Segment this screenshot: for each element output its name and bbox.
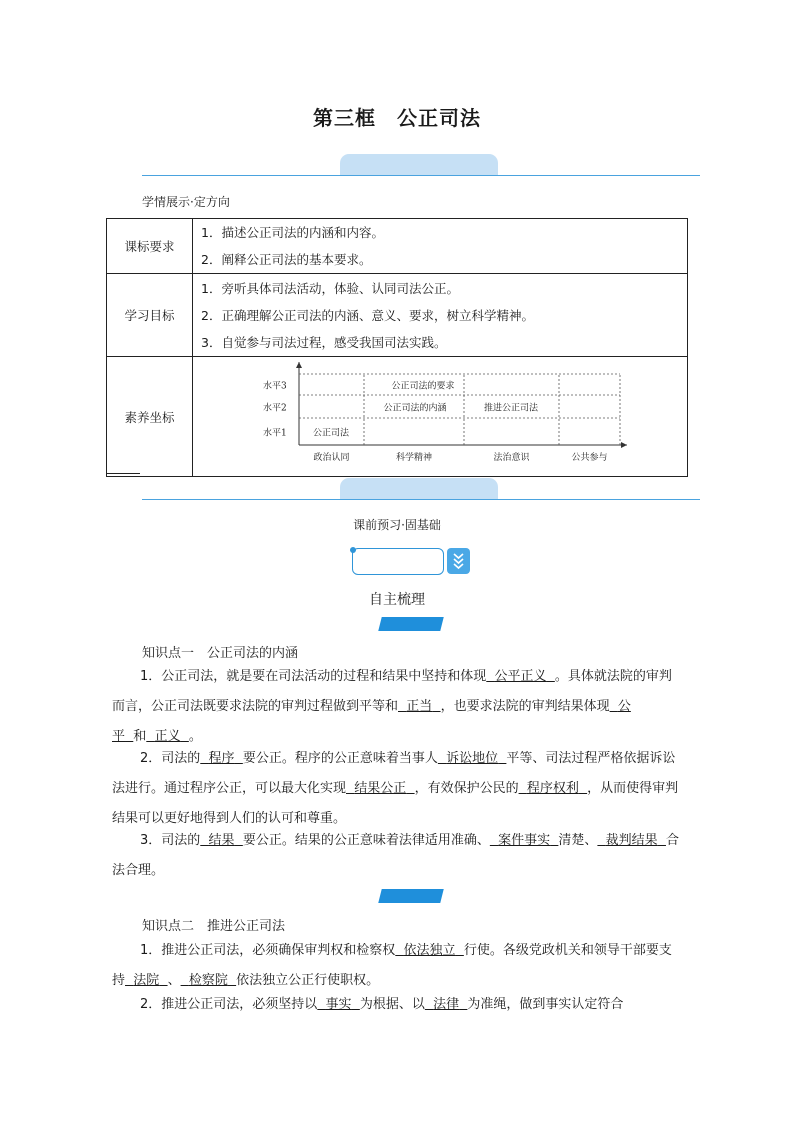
answer-blank: 检察院: [188, 973, 228, 988]
row-label: 课标要求: [107, 219, 193, 274]
objectives-table: [106, 218, 688, 477]
answer-blank: 正义: [154, 729, 181, 744]
section-tab: [340, 478, 498, 499]
section-label: 课前预习·固基础: [353, 518, 441, 532]
table-row: [107, 357, 688, 477]
row-line: 3．自觉参与司法过程，感受我国司法实践。: [201, 334, 447, 350]
answer-blank: 诉讼地位: [446, 751, 499, 766]
answer-blank: 事实: [325, 997, 352, 1012]
answer-blank: 程序: [208, 751, 235, 766]
y-axis-arrow: [296, 362, 302, 368]
table-row: [107, 274, 688, 357]
row-line: 2．正确理解公正司法的内涵、意义、要求，树立科学精神。: [201, 307, 534, 323]
x-tick-label: 政治认同: [313, 452, 350, 463]
section-label: 学情展示·定方向: [142, 195, 230, 209]
y-tick-label: 水平3: [263, 381, 287, 391]
y-tick-label: 水平1: [263, 428, 287, 438]
chart-cell-label: 公正司法的内涵: [383, 403, 447, 413]
answer-blank: 案件事实: [498, 833, 551, 848]
answer-blank: 法律: [433, 997, 460, 1012]
x-axis-arrow: [621, 442, 627, 448]
y-tick-label: 水平2: [263, 403, 287, 413]
x-tick-label: 公共参与: [571, 452, 608, 463]
section-divider: [142, 499, 700, 500]
paragraph: 2．司法的 程序 要公正。程序的公正意味着当事人 诉讼地位 平等、司法过程严格依据诉讼法进行。通过程序公正，可以最大化实现 结果公正 ，有效保护公民的 程序权利 ，从而使得审判结果可以更好地得到人们的认可和尊重。: [112, 751, 679, 826]
knowledge-heading: 知识点一 公正司法的内涵: [142, 646, 299, 661]
chart-cell-label: 公正司法的要求: [391, 381, 455, 391]
paragraph: 1．推进公正司法，必须确保审判权和检察权 依法独立 行使。各级党政机关和领导干部要支持 法院 、 检察院 依法独立公正行使职权。: [112, 943, 672, 988]
answer-blank: 公平正义: [494, 669, 547, 684]
self-study-heading: 自主梳理: [369, 592, 425, 608]
answer-blank: 结果公正: [354, 781, 407, 796]
section-marker: [378, 617, 443, 631]
row-line: 2．阐释公正司法的基本要求。: [201, 252, 372, 267]
section-marker: [378, 889, 443, 903]
x-tick-label: 科学精神: [395, 452, 433, 463]
chevron-down-icon: [447, 548, 470, 574]
row-line: 1．旁听具体司法活动，体验、认同司法公正。: [201, 280, 459, 296]
row-line: 1．描述公正司法的内涵和内容。: [201, 225, 384, 240]
x-tick-label: 法治意识: [493, 452, 530, 463]
preview-input-box: [352, 548, 444, 575]
table-cut-line: [106, 473, 140, 474]
box-dot: [350, 547, 356, 553]
knowledge-heading: 知识点二 推进公正司法: [142, 919, 286, 934]
answer-blank: 程序权利: [526, 781, 579, 796]
section-divider: [142, 175, 700, 176]
chart-cell-label: 推进公正司法: [483, 403, 539, 413]
answer-blank: 法院: [133, 973, 160, 988]
literacy-coordinate-chart: [193, 358, 687, 476]
row-label: 素养坐标: [107, 357, 193, 477]
answer-blank: 裁判结果: [605, 833, 658, 848]
page-title: 第三框 公正司法: [313, 106, 481, 130]
table-row: [107, 219, 688, 274]
chart-cell-label: 公正司法: [312, 428, 350, 438]
paragraph: 2．推进公正司法，必须坚持以 事实 为根据、以 法律 为准绳，做到事实认定符合: [140, 997, 624, 1012]
answer-blank: 依法独立: [403, 943, 456, 958]
answer-blank: 正当: [406, 699, 433, 714]
expand-chevron-button[interactable]: [447, 548, 470, 574]
paragraph: 3．司法的 结果 要公正。结果的公正意味着法律适用准确、 案件事实 清楚、 裁判结果 合法合理。: [112, 833, 679, 878]
section-tab: [340, 154, 498, 175]
answer-blank: 公平: [112, 699, 631, 744]
row-label: 学习目标: [107, 274, 193, 357]
answer-blank: 结果: [208, 833, 235, 848]
paragraph: 1．公正司法，就是要在司法活动的过程和结果中坚持和体现 公平正义 。具体就法院的审判而言，公正司法既要求法院的审判过程做到平等和 正当 ，也要求法院的审判结果体现 公平 和 正义 。: [112, 669, 672, 744]
